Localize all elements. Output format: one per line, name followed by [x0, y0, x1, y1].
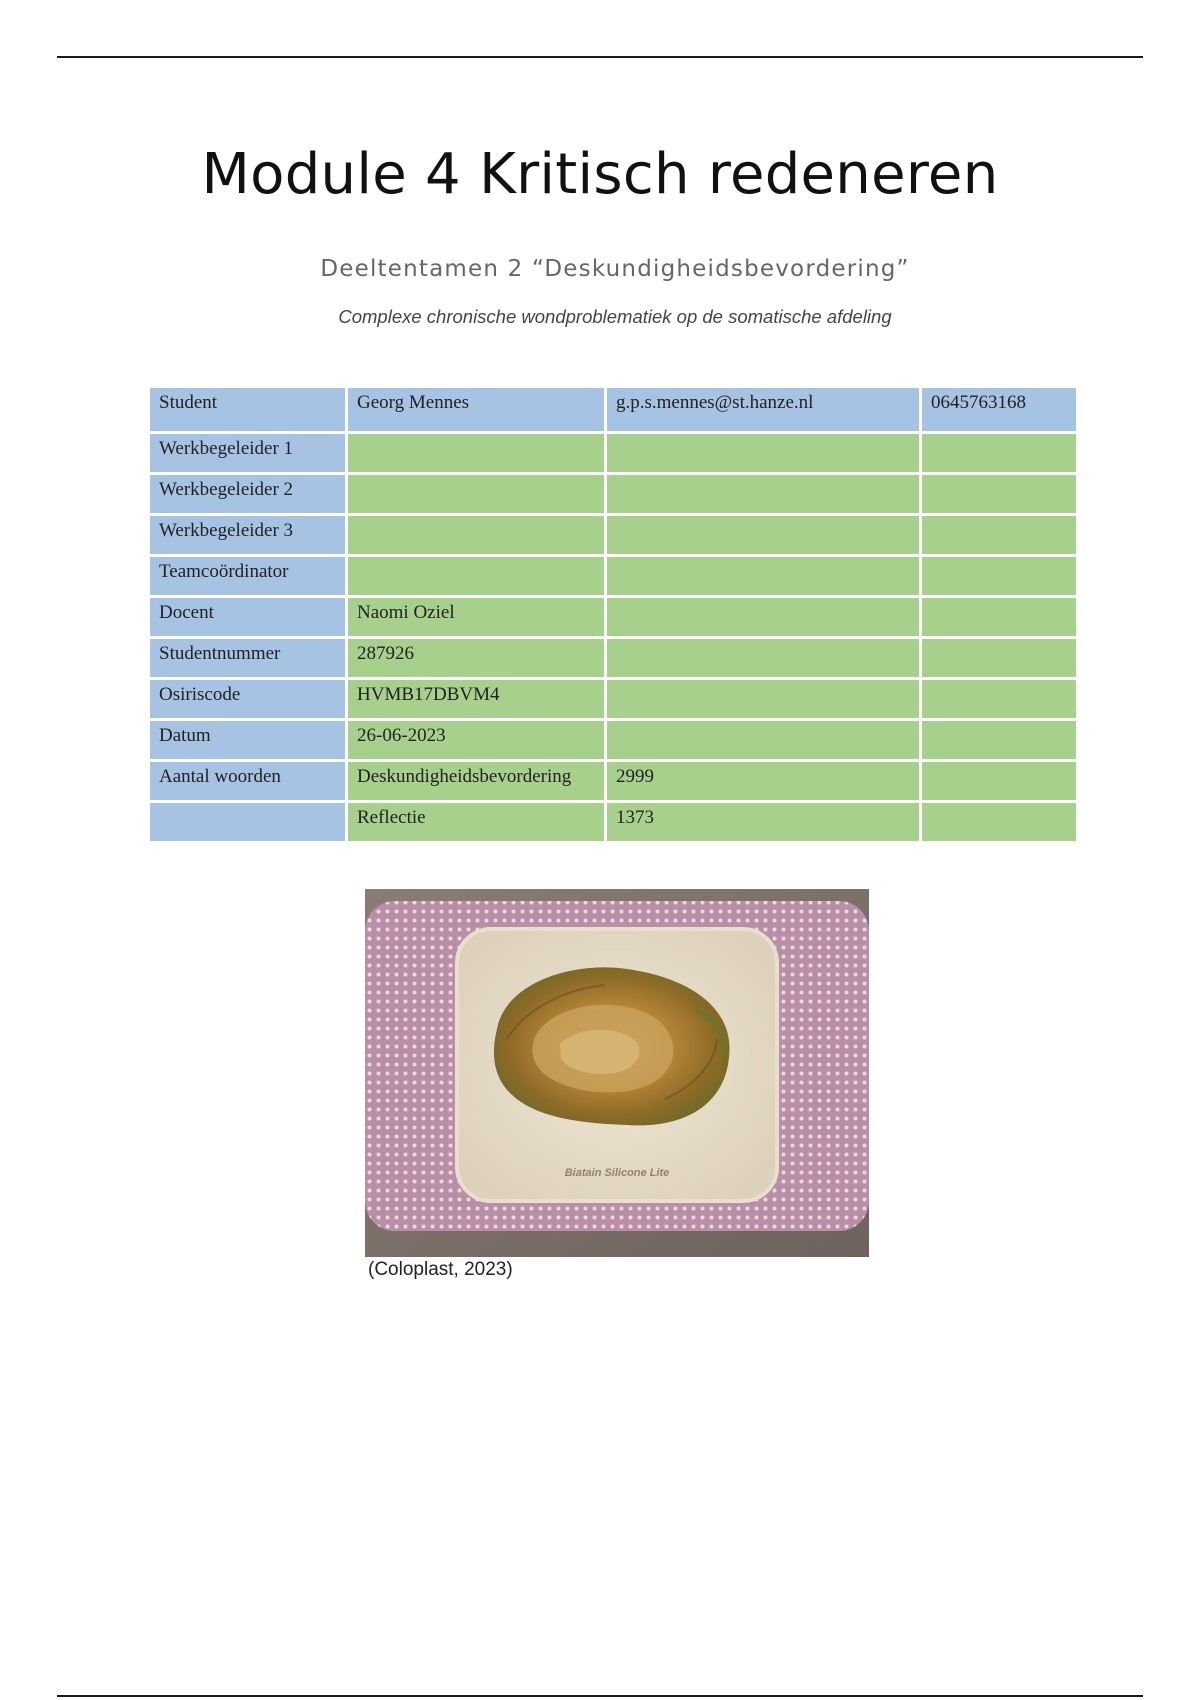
- row-value: [922, 721, 1076, 762]
- row-label: Studentnummer: [150, 639, 345, 680]
- table-row: [150, 680, 1076, 721]
- row-value: [348, 516, 604, 557]
- row-value: [607, 721, 919, 762]
- row-value: Reflectie: [348, 803, 604, 844]
- document-subtitle: Deeltentamen 2 “Deskundigheidsbevordering”: [320, 256, 910, 282]
- row-value: [922, 557, 1076, 598]
- row-value: [348, 557, 604, 598]
- table-row: [150, 639, 1076, 680]
- row-value: [922, 598, 1076, 639]
- row-value: [922, 516, 1076, 557]
- row-value: [607, 434, 919, 475]
- dressing-brand-text: Biatain Silicone Lite: [564, 1167, 670, 1179]
- wound-dressing-photo: [365, 889, 869, 1257]
- row-value: 0645763168: [922, 388, 1076, 434]
- top-rule: [57, 56, 1143, 58]
- row-value: [607, 557, 919, 598]
- row-value: 1373: [607, 803, 919, 844]
- table-row: [150, 434, 1076, 475]
- row-value: [922, 639, 1076, 680]
- row-value: HVMB17DBVM4: [348, 680, 604, 721]
- table-row: [150, 475, 1076, 516]
- bottom-rule: [57, 1695, 1143, 1697]
- row-value: [922, 762, 1076, 803]
- table-row: [150, 388, 1076, 434]
- table-row: [150, 721, 1076, 762]
- row-label: Teamcoördinator: [150, 557, 345, 598]
- row-value: [922, 680, 1076, 721]
- row-value: Georg Mennes: [348, 388, 604, 434]
- row-value: [607, 639, 919, 680]
- row-value: [607, 475, 919, 516]
- row-label: Werkbegeleider 2: [150, 475, 345, 516]
- row-value: g.p.s.mennes@st.hanze.nl: [607, 388, 919, 434]
- document-topic: Complexe chronische wondproblematiek op de somatische afdeling: [338, 306, 892, 327]
- row-label: Osiriscode: [150, 680, 345, 721]
- student-info-table: [147, 388, 1079, 844]
- row-label: Werkbegeleider 3: [150, 516, 345, 557]
- row-value: [922, 803, 1076, 844]
- row-value: [607, 516, 919, 557]
- row-label: Aantal woorden: [150, 762, 345, 803]
- table-row: [150, 762, 1076, 803]
- row-value: 2999: [607, 762, 919, 803]
- row-value: [922, 475, 1076, 516]
- image-caption: (Coloplast, 2023): [368, 1259, 513, 1280]
- row-label: [150, 803, 345, 844]
- row-value: Naomi Oziel: [348, 598, 604, 639]
- row-value: [607, 680, 919, 721]
- row-label: Student: [150, 388, 345, 434]
- table-row: [150, 557, 1076, 598]
- row-value: [922, 434, 1076, 475]
- table-row: [150, 598, 1076, 639]
- row-value: 26-06-2023: [348, 721, 604, 762]
- table-row: [150, 516, 1076, 557]
- row-label: Werkbegeleider 1: [150, 434, 345, 475]
- row-label: Datum: [150, 721, 345, 762]
- row-value: [348, 475, 604, 516]
- table-row: [150, 803, 1076, 844]
- row-value: Deskundigheidsbevordering: [348, 762, 604, 803]
- row-value: 287926: [348, 639, 604, 680]
- document-title: Module 4 Kritisch redeneren: [201, 142, 999, 207]
- row-label: Docent: [150, 598, 345, 639]
- row-value: [607, 598, 919, 639]
- row-value: [348, 434, 604, 475]
